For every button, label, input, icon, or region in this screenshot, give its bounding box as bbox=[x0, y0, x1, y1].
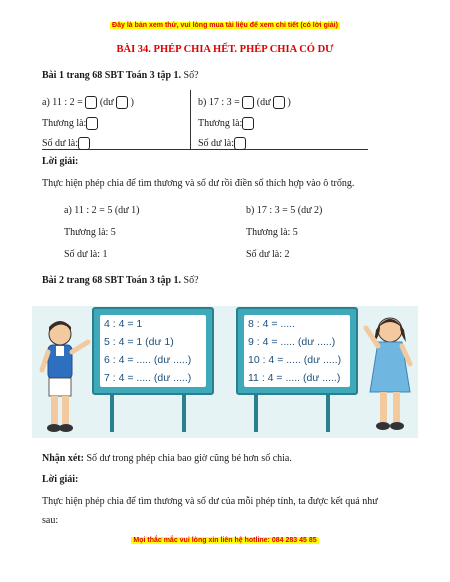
ex1-solution-label: Lời giải: bbox=[42, 156, 79, 167]
board-right-line-1: 8 : 4 = ..... bbox=[248, 318, 295, 330]
ex1-b-quotient-row bbox=[198, 117, 254, 130]
ex1-b-quotient-label: Thương là: bbox=[198, 117, 243, 129]
ex2-remark-bold: Nhận xét: bbox=[42, 453, 84, 464]
header-notice-text: Đây là bản xem thử, vui lòng mua tài liệu để xem chi tiết (có lời giải) bbox=[112, 22, 338, 29]
page-title: BÀI 34. PHÉP CHIA HẾT. PHÉP CHIA CÓ DƯ bbox=[116, 44, 334, 55]
answer-box-remainder-a[interactable] bbox=[116, 96, 128, 109]
ex1-a-quotient-row bbox=[42, 117, 98, 130]
ex2-remark bbox=[42, 453, 292, 464]
board-right-leg-1 bbox=[254, 392, 258, 432]
ex1-b-remainder-row bbox=[198, 137, 246, 150]
ex1-a-expr-text: a) 11 : 2 = bbox=[42, 96, 86, 108]
ex1-b-expr-text: b) 17 : 3 = bbox=[198, 96, 243, 108]
ex2-solution-label: Lời giải: bbox=[42, 474, 79, 485]
footer-notice bbox=[0, 537, 450, 544]
ex2-solution-line-1: Thực hiện phép chia để tìm thương và số dư của mỗi phép tính, ta được kết quả như bbox=[42, 496, 378, 507]
ex1-answer-a-remainder: Số dư là: 1 bbox=[64, 249, 108, 260]
board-left-line-4: 7 : 4 = ..... (dư .....) bbox=[104, 372, 192, 384]
ex1-a-du-close: ) bbox=[130, 96, 134, 108]
girl-illustration bbox=[360, 312, 418, 438]
ex1-a-remainder-row bbox=[42, 137, 90, 150]
ex1-b-remainder-label: Số dư là: bbox=[198, 137, 234, 149]
board-left-leg-2 bbox=[182, 392, 186, 432]
ex2-heading bbox=[42, 275, 199, 286]
board-right-line-3: 10 : 4 = ..... (dư .....) bbox=[248, 354, 342, 366]
ex1-a-remainder-label: Số dư là: bbox=[42, 137, 78, 149]
ex1-a-quotient-label: Thương là: bbox=[42, 117, 87, 129]
ex2-remark-rest: Số dư trong phép chia bao giờ cũng bé hơn số chia. bbox=[83, 453, 292, 464]
table-divider bbox=[190, 90, 191, 150]
board-left-line-1: 4 : 4 = 1 bbox=[104, 318, 143, 330]
answer-box-quotient-a2[interactable] bbox=[86, 117, 98, 130]
ex1-answer-a-expr: a) 11 : 2 = 5 (dư 1) bbox=[64, 205, 140, 216]
boy-illustration bbox=[36, 318, 92, 438]
ex1-answer-a-quotient: Thương là: 5 bbox=[64, 227, 116, 238]
ex1-b-du-close: ) bbox=[287, 96, 291, 108]
board-left bbox=[92, 307, 214, 395]
ex1-a-du-open: (dư bbox=[99, 96, 117, 108]
ex1-answer-b-remainder: Số dư là: 2 bbox=[246, 249, 290, 260]
board-right bbox=[236, 307, 358, 395]
ex2-heading-rest: Số? bbox=[181, 275, 199, 286]
answer-box-remainder-b[interactable] bbox=[273, 96, 285, 109]
board-left-leg-1 bbox=[110, 392, 114, 432]
ex2-solution-line-2: sau: bbox=[42, 515, 59, 526]
ex1-solution-intro: Thực hiện phép chia để tìm thương và số dư rồi điền số thích hợp vào ô trống. bbox=[42, 178, 355, 189]
answer-box-remainder-a2[interactable] bbox=[78, 137, 90, 150]
footer-notice-text: Mọi thắc mắc vui lòng xin liên hệ hotline: 084 283 45 85 bbox=[133, 537, 317, 544]
ex1-answer-b-quotient: Thương là: 5 bbox=[246, 227, 298, 238]
board-right-line-4: 11 : 4 = ..... (dư .....) bbox=[248, 372, 341, 384]
ex1-a-expression bbox=[42, 96, 134, 109]
board-right-leg-2 bbox=[326, 392, 330, 432]
ex1-b-expression bbox=[198, 96, 291, 109]
ex1-heading-bold: Bài 1 trang 68 SBT Toán 3 tập 1. bbox=[42, 70, 182, 81]
ex1-heading-rest: Số? bbox=[181, 70, 199, 81]
board-left-line-3: 6 : 4 = ..... (dư .....) bbox=[104, 354, 192, 366]
ex1-answer-b-expr: b) 17 : 3 = 5 (dư 2) bbox=[246, 205, 323, 216]
answer-box-remainder-b2[interactable] bbox=[234, 137, 246, 150]
header-notice bbox=[0, 22, 450, 29]
answer-box-quotient-a[interactable] bbox=[85, 96, 97, 109]
ex1-b-du-open: (dư bbox=[256, 96, 273, 108]
board-right-line-2: 9 : 4 = ..... (dư .....) bbox=[248, 336, 336, 348]
answer-box-quotient-b2[interactable] bbox=[242, 117, 254, 130]
board-left-line-2: 5 : 4 = 1 (dư 1) bbox=[104, 336, 174, 348]
ex2-heading-bold: Bài 2 trang 68 SBT Toán 3 tập 1. bbox=[42, 275, 182, 286]
ex1-heading bbox=[42, 70, 199, 81]
answer-box-quotient-b[interactable] bbox=[242, 96, 254, 109]
